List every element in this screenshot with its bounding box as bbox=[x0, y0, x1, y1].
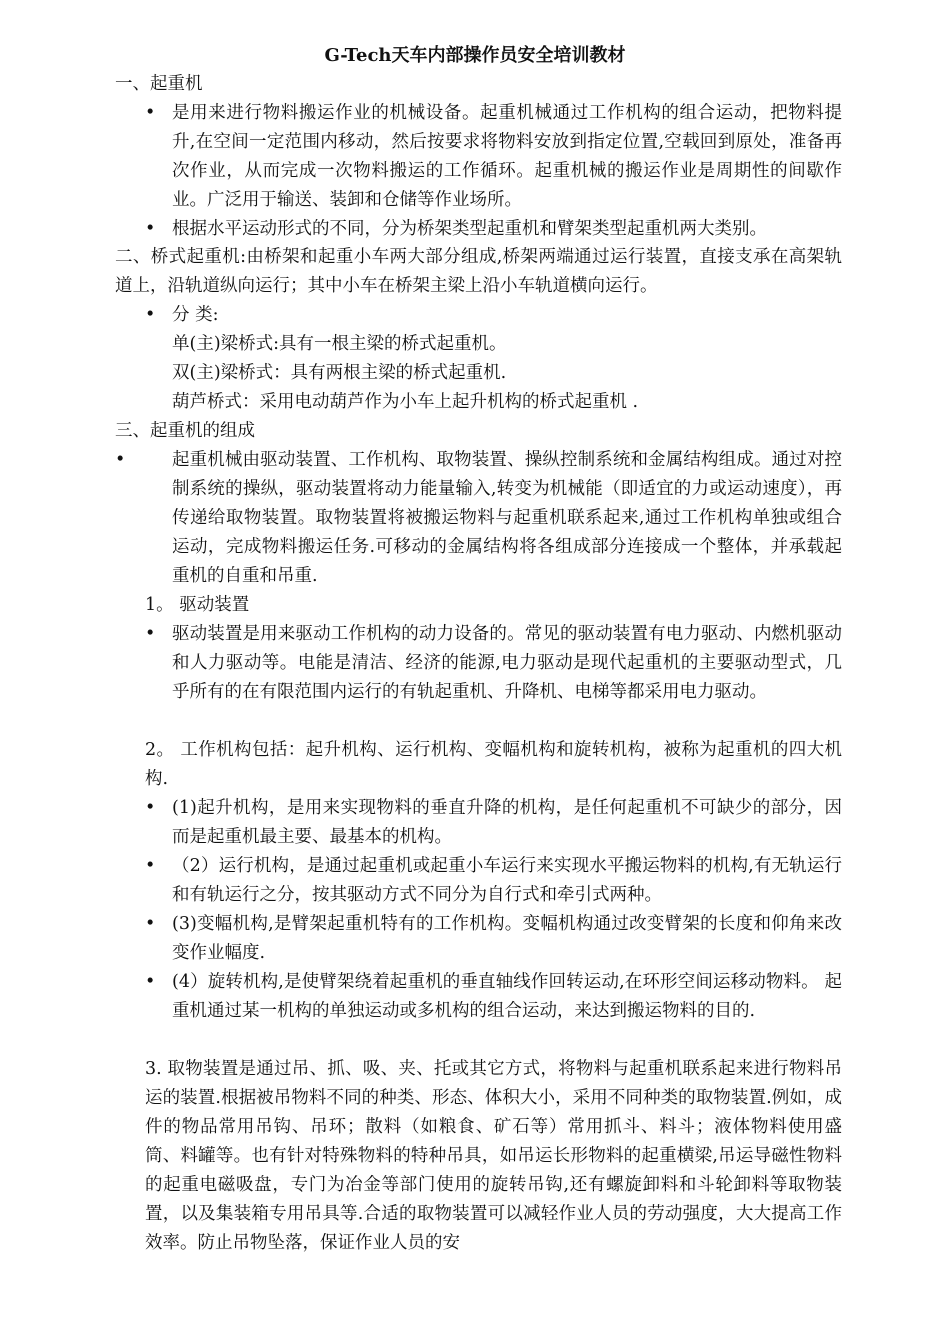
bullet-marker: • bbox=[145, 914, 156, 934]
subheading-drive-device: 1。 驱动装置 bbox=[145, 595, 250, 615]
paragraph-crane-types: 根据水平运动形式的不同，分为桥架类型起重机和臂架类型起重机两大类别。 bbox=[172, 219, 767, 239]
classification-hoist-bridge: 葫芦桥式：采用电动葫芦作为小车上起升机构的桥式起重机 . bbox=[172, 392, 639, 412]
classification-double-girder: 双(主)梁桥式：具有两根主梁的桥式起重机. bbox=[172, 363, 507, 383]
bullet-marker: • bbox=[145, 305, 156, 325]
bullet-marker: • bbox=[115, 450, 126, 470]
bullet-marker: • bbox=[145, 219, 156, 239]
classification-single-girder: 单(主)梁桥式:具有一根主梁的桥式起重机。 bbox=[172, 334, 507, 354]
bullet-marker: • bbox=[145, 798, 156, 818]
paragraph-working-mechanisms: 2。 工作机构包括：起升机构、运行机构、变幅机构和旋转机构，被称为起重机的四大机构. bbox=[145, 740, 842, 789]
paragraph-travel-mechanism: （2）运行机构，是通过起重机或起重小车运行来实现水平搬运物料的机构,有无轨运行和有轨运行之分，按其驱动方式不同分为自行式和牵引式两种。 bbox=[172, 856, 842, 905]
paragraph-crane-definition: 是用来进行物料搬运作业的机械设备。起重机械通过工作机构的组合运动，把物料提升,在空间一定范围内移动，然后按要求将物料安放到指定位置,空载回到原处，准备再次作业，从而完成一次物料搬运的工作循环。起重机械的搬运作业是周期性的间歇作业。广泛用于输送、装卸和仓储等作业场所。 bbox=[172, 103, 842, 210]
document-title: G-Tech天车内部操作员安全培训教材 bbox=[324, 45, 626, 66]
bullet-marker: • bbox=[145, 624, 156, 644]
paragraph-load-handling-device: 3. 取物装置是通过吊、抓、吸、夹、托或其它方式，将物料与起重机联系起来进行物料吊运的装置.根据被吊物料不同的种类、形态、体积大小，采用不同种类的取物装置.例如，成件的物品常用吊钩、吊环；散料（如粮食、矿石等）常用抓斗、料斗；液体物料使用盛筒、料罐等。也有针对特殊物料的特种吊具，如吊运长形物料的起重横梁,吊运导磁性物料的起重电磁吸盘，专门为冶金等部门使用的旋转吊钩,还有螺旋卸料和斗轮卸料等取物装置，以及集装箱专用吊具等.合适的取物装置可以减轻作业人员的劳动强度，大大提高工作效率。防止吊物坠落，保证作业人员的安 bbox=[145, 1059, 842, 1253]
bullet-marker: • bbox=[145, 103, 156, 123]
paragraph-drive-device: 驱动装置是用来驱动工作机构的动力设备的。常见的驱动装置有电力驱动、内燃机驱动和人力驱动等。电能是清洁、经济的能源,电力驱动是现代起重机的主要驱动型式，几乎所有的在有限范围内运行的有轨起重机、升降机、电梯等都采用电力驱动。 bbox=[172, 624, 842, 702]
section-heading-crane: 一、起重机 bbox=[115, 74, 203, 94]
classification-label: 分 类: bbox=[172, 305, 219, 325]
paragraph-hoisting-mechanism: (1)起升机构，是用来实现物料的垂直升降的机构，是任何起重机不可缺少的部分，因而是起重机最主要、最基本的机构。 bbox=[172, 798, 842, 847]
section-heading-composition: 三、起重机的组成 bbox=[115, 421, 255, 441]
bullet-marker: • bbox=[145, 972, 156, 992]
bullet-marker: • bbox=[145, 856, 156, 876]
section-heading-bridge-crane: 二、桥式起重机:由桥架和起重小车两大部分组成,桥架两端通过运行装置，直接支承在高架轨道上，沿轨道纵向运行；其中小车在桥架主梁上沿小车轨道横向运行。 bbox=[115, 247, 842, 296]
paragraph-luffing-mechanism: (3)变幅机构,是臂架起重机特有的工作机构。变幅机构通过改变臂架的长度和仰角来改变作业幅度. bbox=[172, 914, 842, 963]
paragraph-composition-intro: 起重机械由驱动装置、工作机构、取物装置、操纵控制系统和金属结构组成。通过对控制系统的操纵，驱动装置将动力能量输入,转变为机械能（即适宜的力或运动速度），再传递给取物装置。取物装置将被搬运物料与起重机联系起来,通过工作机构单独或组合运动，完成物料搬运任务.可移动的金属结构将各组成部分连接成一个整体，并承载起重机的自重和吊重. bbox=[172, 450, 842, 586]
paragraph-slewing-mechanism: (4）旋转机构,是使臂架绕着起重机的垂直轴线作回转运动,在环形空间运移动物料。 起重机通过某一机构的单独运动或多机构的组合运动，来达到搬运物料的目的. bbox=[172, 972, 842, 1021]
